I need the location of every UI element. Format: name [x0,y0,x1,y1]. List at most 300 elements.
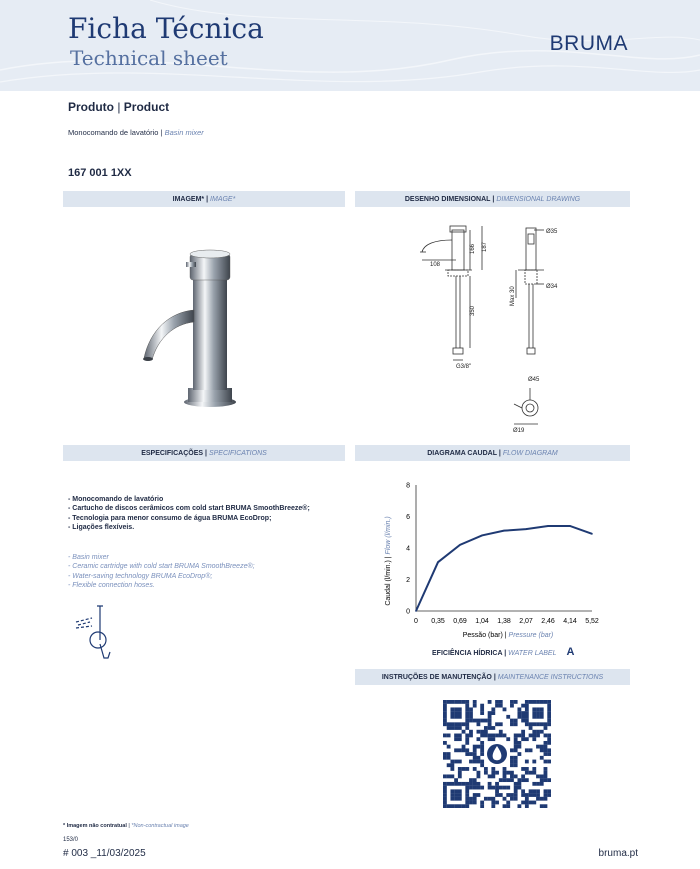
qr-module [465,722,469,726]
qr-module [503,707,507,711]
dim-d45: Ø45 [528,377,540,383]
qr-module [480,707,484,711]
qr-module [443,782,447,786]
qr-module [447,774,451,778]
spec-item: - Tecnologia para menor consumo de água BRUMA EcoDrop; [68,514,272,522]
qr-module [525,760,529,764]
qr-module [488,700,492,704]
qr-module [544,734,548,738]
qr-module [443,797,447,801]
chart-y-ticks [406,483,410,616]
qr-module [540,778,544,782]
qr-module [450,711,454,715]
chart-series-line [416,526,592,611]
spec-item: - Monocomando de lavatório [68,496,164,503]
qr-module [465,767,469,771]
qr-module [450,782,454,786]
qr-module [547,707,551,711]
qr-module [514,797,518,801]
qr-module [443,786,447,790]
chart-xlabel: Pessão (bar) | Pressure (bar) [462,632,554,639]
qr-module [529,748,533,752]
qr-module [503,774,507,778]
qr-module [488,715,492,719]
qr-module [450,715,454,719]
qr-module [484,771,488,775]
spec-item-en: - Ceramic cartridge with cold start BRUMA SmoothBreeze®; [68,563,255,571]
qr-module [465,734,469,738]
qr-module [495,734,499,738]
qr-module [536,715,540,719]
qr-module [477,756,481,760]
dim-350: 350 [470,305,476,316]
qr-module [514,793,518,797]
qr-module [443,715,447,719]
qr-module [514,774,518,778]
qr-module [454,707,458,711]
qr-module [477,771,481,775]
qr-module [506,771,510,775]
qr-module [458,700,462,704]
qr-module [506,737,510,741]
qr-module [521,737,525,741]
website-link[interactable]: bruma.pt [598,848,638,859]
qr-module [477,793,481,797]
y-tick-label: 8 [406,482,410,490]
ylabel-en: Flow (l/min.) [385,516,392,555]
qr-module [544,778,548,782]
qr-module [458,797,462,801]
qr-module [488,797,492,801]
qr-module [536,711,540,715]
qr-module [454,804,458,808]
qr-module [458,774,462,778]
product-description: Monocomando de lavatório | Basin mixer [68,128,204,137]
dim-108: 108 [430,262,441,268]
qr-module [532,771,536,775]
qr-module [450,760,454,764]
x-tick-label: 1,38 [497,618,511,625]
qr-module [462,767,466,771]
qr-module [529,722,533,726]
qr-module [521,704,525,708]
y-tick-label: 0 [406,608,410,616]
qr-module [462,722,466,726]
section-maint-pt: INSTRUÇÕES DE MANUTENÇÃO [381,673,492,681]
product-heading: Produto | Product [68,100,170,114]
qr-module [532,730,536,734]
qr-module [536,722,540,726]
qr-module [473,700,477,704]
qr-module [510,774,514,778]
qr-module [469,778,473,782]
qr-module [491,771,495,775]
qr-module [514,756,518,760]
qr-module [458,715,462,719]
qr-module [544,774,548,778]
dim-d34: Ø34 [546,284,558,290]
qr-module [495,789,499,793]
qr-module [465,748,469,752]
qr-module [469,715,473,719]
qr-module [443,734,447,738]
qr-module [514,700,518,704]
qr-module [473,767,477,771]
qr-module [447,700,451,704]
qr-module [465,737,469,741]
qr-module [454,726,458,730]
qr-module [480,745,484,749]
qr-module [469,730,473,734]
qr-module [443,804,447,808]
qr-module [480,752,484,756]
qr-module [540,722,544,726]
qr-module [510,771,514,775]
qr-module [503,767,507,771]
qr-module [465,752,469,756]
section-specs-pt: ESPECIFICAÇÕES [141,449,204,457]
qr-module [544,793,548,797]
doc-number: # 003 _11/03/2025 [63,848,146,859]
qr-module [517,752,521,756]
qr-module [517,786,521,790]
qr-module [536,782,540,786]
chart-point [503,530,505,532]
y-tick-label: 2 [406,577,410,584]
qr-module [499,730,503,734]
qr-module [517,734,521,738]
qr-module [521,801,525,805]
qr-module [532,782,536,786]
qr-module [517,707,521,711]
qr-module [447,726,451,730]
qr-module [488,722,492,726]
qr-module [450,763,454,767]
qr-module [540,730,544,734]
qr-module [454,734,458,738]
x-tick-label: 0,35 [431,618,445,625]
qr-module [443,707,447,711]
x-tick-label: 1,04 [475,618,489,625]
qr-module [544,760,548,764]
qr-module [532,789,536,793]
qr-module [443,704,447,708]
qr-module [491,707,495,711]
qr-module [547,700,551,704]
qr-module [477,722,481,726]
qr-module [547,715,551,719]
qr-module [532,711,536,715]
qr-module [454,711,458,715]
xlabel-en: Pressure (bar) [508,632,554,639]
qr-module [469,786,473,790]
qr-module [503,797,507,801]
qr-module [503,771,507,775]
qr-module [529,734,533,738]
qr-module [458,711,462,715]
qr-module [450,707,454,711]
qr-module [547,778,551,782]
qr-module [499,793,503,797]
qr-module [510,793,514,797]
qr-module [454,737,458,741]
qr-module [536,734,540,738]
qr-module [547,704,551,708]
qr-module [473,778,477,782]
qr-module [540,797,544,801]
qr-module [525,715,529,719]
qr-module [503,804,507,808]
qr-module [532,760,536,764]
qr-module [458,782,462,786]
section-maint-en: MAINTENANCE INSTRUCTIONS [497,673,604,681]
qr-module [536,700,540,704]
product-heading-en: Product [123,100,170,114]
qr-module [465,804,469,808]
qr-module [465,726,469,730]
brand-logo: BRUMA [549,32,628,55]
qr-module [540,707,544,711]
qr-module [536,730,540,734]
specs-list-pt [68,495,310,532]
qr-module [443,741,447,745]
qr-module [510,778,514,782]
qr-module [491,734,495,738]
qr-module [450,700,454,704]
qr-module [458,760,462,764]
page-title: Ficha Técnica [68,12,264,45]
qr-module [544,722,548,726]
qr-module [484,719,488,723]
qr-module [547,789,551,793]
qr-module [480,786,484,790]
qr-module [521,711,525,715]
section-image-pt: IMAGEM* [172,195,205,203]
qr-module [521,734,525,738]
qr-module [540,711,544,715]
qr-module [529,789,533,793]
qr-module [488,719,492,723]
qr-module [506,801,510,805]
qr-module [450,726,454,730]
qr-module [499,722,503,726]
qr-module [443,719,447,723]
qr-module [547,752,551,756]
qr-module [525,711,529,715]
qr-module [450,797,454,801]
qr-module [525,704,529,708]
qr-module [465,719,469,723]
qr-module [544,771,548,775]
section-bar-maintenance: INSTRUÇÕES DE MANUTENÇÃO | MAINTENANCE INSTRUCTIONS [355,669,630,685]
qr-module [484,767,488,771]
section-drawing-en: DIMENSIONAL DRAWING [496,195,581,203]
qr-module [517,745,521,749]
section-flow-pt: DIAGRAMA CAUDAL [427,449,497,457]
qr-module [480,748,484,752]
qr-module [521,793,525,797]
doc-id: 153/0 [63,837,79,843]
qr-module [465,711,469,715]
qr-module [458,789,462,793]
qr-module [547,737,551,741]
qr-module [517,715,521,719]
qr-module [499,704,503,708]
qr-module [544,752,548,756]
qr-module [480,704,484,708]
qr-module [462,730,466,734]
qr-module [450,722,454,726]
qr-module [473,793,477,797]
qr-module [495,700,499,704]
qr-module [521,778,525,782]
y-tick-label: 4 [406,545,410,553]
qr-module [477,737,481,741]
qr-module [469,760,473,764]
qr-module [532,767,536,771]
qr-module [473,704,477,708]
qr-module [450,774,454,778]
qr-module [529,771,533,775]
qr-module [491,774,495,778]
qr-module [521,719,525,723]
qr-module [514,789,518,793]
chart-point [437,561,439,563]
qr-module [510,797,514,801]
qr-module [495,704,499,708]
dim-187: 187 [482,241,488,252]
qr-module [525,778,529,782]
water-label: EFICIÊNCIA HÍDRICA | WATER LABEL A [432,646,575,658]
qr-module [495,722,499,726]
qr-module [443,793,447,797]
qr-module [488,786,492,790]
qr-module [544,767,548,771]
section-flow-en: FLOW DIAGRAM [502,449,558,457]
qr-module [447,782,451,786]
qr-module [503,734,507,738]
qr-module [465,801,469,805]
qr-module [480,763,484,767]
qr-module [450,789,454,793]
qr-module [477,774,481,778]
qr-module [462,748,466,752]
footnote: * Imagem não contratual | *Non-contractual image [63,823,189,829]
qr-module [488,737,492,741]
dim-g38: G3/8" [456,364,472,370]
qr-module [488,726,492,730]
qr-module [491,786,495,790]
product-heading-pt: Produto [68,100,114,114]
qr-module [458,804,462,808]
qr-module [488,711,492,715]
qr-module [544,789,548,793]
qr-module [469,719,473,723]
qr-module [480,719,484,723]
qr-module [540,804,544,808]
water-label-pt: EFICIÊNCIA HÍDRICA [432,650,503,657]
qr-module [454,748,458,752]
qr-module [499,778,503,782]
qr-module [477,782,481,786]
qr-module [514,722,518,726]
y-tick-label: 6 [406,514,410,521]
chart-x-ticks [414,618,599,625]
qr-module [465,715,469,719]
footnote-en: *Non-contractual image [131,823,189,829]
qr-module [465,704,469,708]
x-tick-label: 4,14 [563,618,577,625]
qr-module [521,715,525,719]
spec-item: - Cartucho de discos cerâmicos com cold start BRUMA SmoothBreeze®; [68,505,310,513]
qr-module [544,700,548,704]
qr-module [454,760,458,764]
qr-module [447,752,451,756]
qr-module [544,797,548,801]
qr-module [536,789,540,793]
qr-module [484,726,488,730]
qr-module [525,707,529,711]
qr-module [462,700,466,704]
qr-module [465,700,469,704]
section-specs-en: SPECIFICATIONS [208,449,267,457]
qr-module [547,711,551,715]
qr-module [495,786,499,790]
qr-module [454,700,458,704]
qr-module [540,715,544,719]
qr-module [529,793,533,797]
qr-module [540,756,544,760]
qr-module [544,726,548,730]
qr-module [540,700,544,704]
qr-module [536,797,540,801]
qr-module [477,745,481,749]
section-bar-flow: DIAGRAMA CAUDAL | FLOW DIAGRAM [355,445,630,461]
qr-module [503,778,507,782]
qr-module [469,797,473,801]
qr-module [521,767,525,771]
qr-module [465,782,469,786]
qr-module [532,700,536,704]
chart-point [481,535,483,537]
qr-module [529,726,533,730]
qr-module [450,793,454,797]
qr-module [514,763,518,767]
qr-module [473,748,477,752]
qr-module [480,711,484,715]
qr-module [510,763,514,767]
qr-module [525,804,529,808]
qr-module [495,801,499,805]
qr-module [525,719,529,723]
flow-chart [380,475,620,660]
chart-grid [416,485,592,611]
qr-module [499,786,503,790]
qr-module [499,734,503,738]
chart-point [591,533,593,535]
qr-module [443,801,447,805]
qr-module [544,741,548,745]
chart-axes [416,485,592,611]
qr-module [458,737,462,741]
qr-module [540,782,544,786]
qr-module [529,700,533,704]
qr-module [473,801,477,805]
qr-module [525,737,529,741]
product-code: 167 001 1XX [68,167,132,179]
maintenance-qr-code[interactable] [443,700,551,808]
dim-max30: Max 30 [510,286,516,306]
